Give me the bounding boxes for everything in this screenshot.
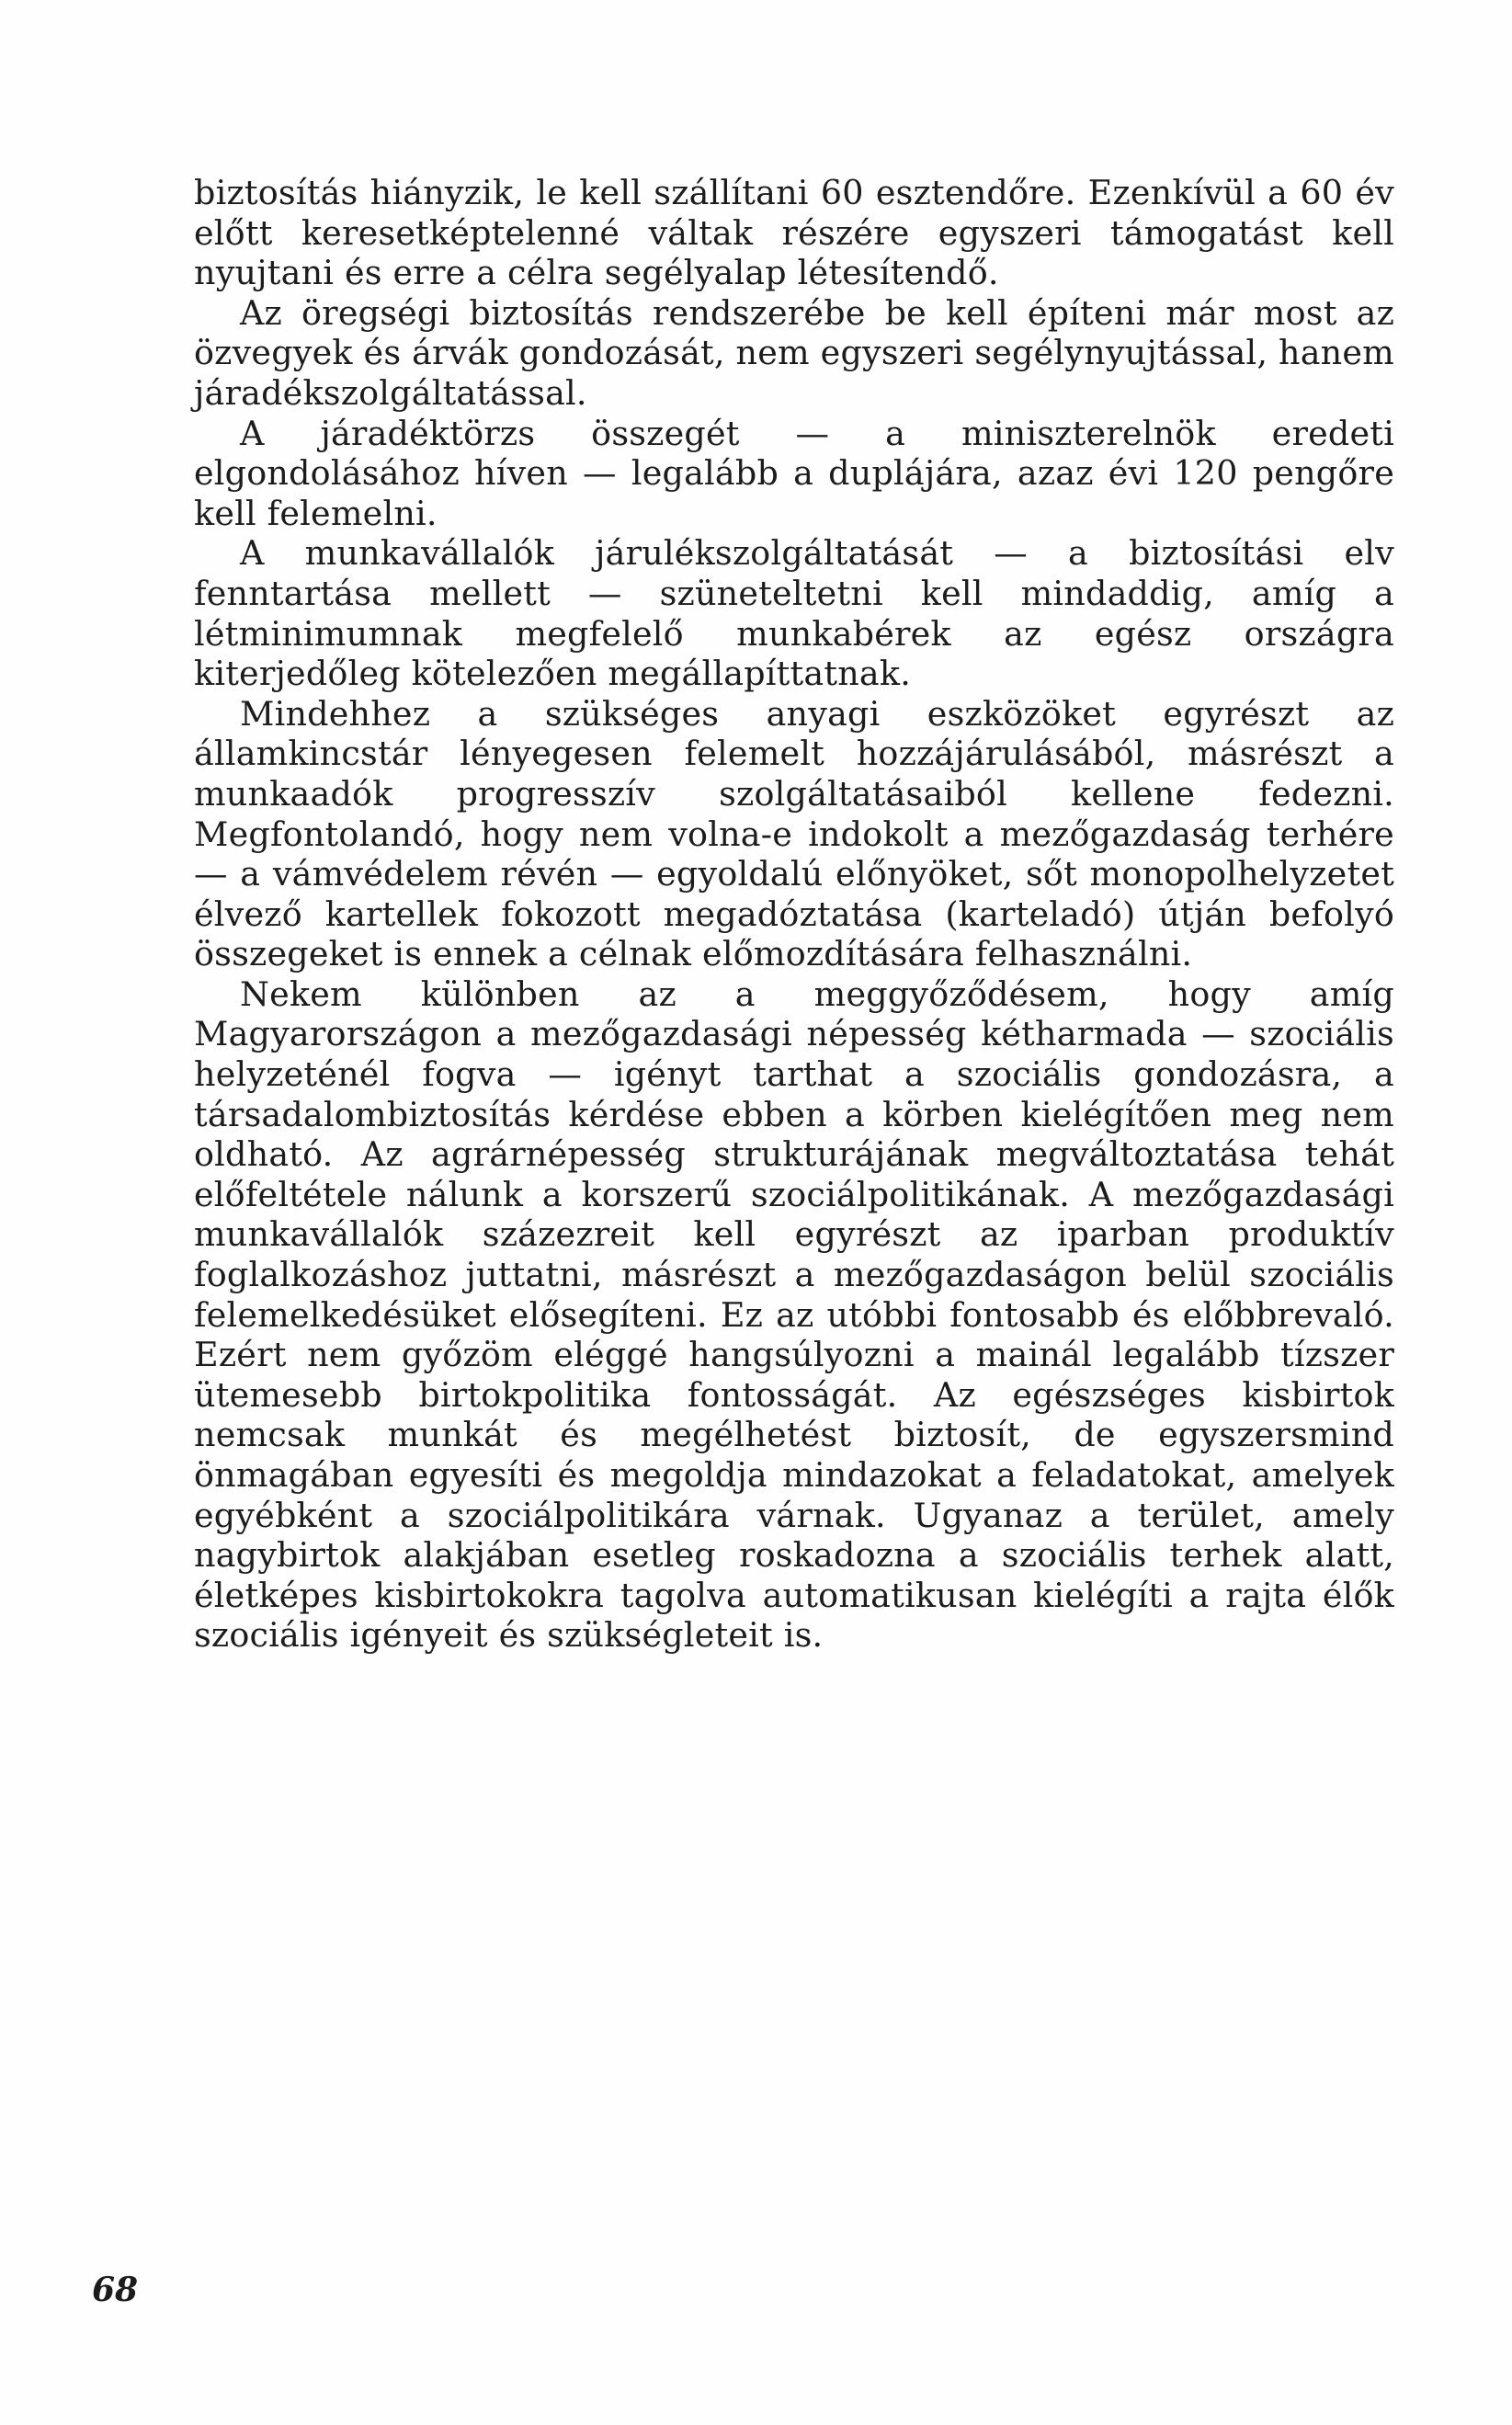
paragraph-continuation: biztosítás hiányzik, le kell szállítani 60 esztendőre. Ezenkívül a 60 év előtt keresetképtelenné váltak részére egyszeri támogatást kell nyujtani és erre a célra segélyalap létesítendő.: [194, 173, 1394, 293]
page-number: 68: [92, 2271, 139, 2309]
paragraph-old-age-insurance: Az öregségi biztosítás rendszerébe be kell építeni már most az özvegyek és árvák gondozását, nem egyszeri segélynyujtással, hanem járadékszolgáltatással.: [194, 292, 1394, 413]
paragraph-annuity-base: A járadéktörzs összegét — a miniszterelnök eredeti elgondolásához híven — legalább a duplájára, azaz évi 120 pengőre kell felemelni.: [194, 413, 1394, 533]
paragraph-funding: Mindehhez a szükséges anyagi eszközöket egyrészt az államkincstár lényegesen felemelt hozzájárulásából, másrészt a munkaadók progresszív szolgáltatásaiból kellene fedezni. Megfontolandó, hogy nem volna-e indokolt a mezőgazdaság terhére — a vámvédelem révén — egyoldalú előnyöket, sőt monopolhelyzetet élvező kartellek fokozott megadóztatása (karteladó) útján befolyó összegeket is ennek a célnak előmozdítására felhasználni.: [194, 693, 1394, 974]
paragraph-agrarian-policy: Nekem különben az a meggyőződésem, hogy amíg Magyarországon a mezőgazdasági népesség kétharmada — szociális helyzeténél fogva — igényt tarthat a szociális gondozásra, a társadalombiztosítás kérdése ebben a körben kielégítően meg nem oldható. Az agrárnépesség strukturájának megváltoztatása tehát előfeltétele nálunk a korszerű szociálpolitikának. A mezőgazdasági munkavállalók százezreit kell egyrészt az iparban produktív foglalkozáshoz juttatni, másrészt a mezőgazdaságon belül szociális felemelkedésüket elősegíteni. Ez az utóbbi fontosabb és előbbrevaló. Ezért nem győzöm eléggé hangsúlyozni a mainál legalább tízszer ütemesebb birtokpolitika fontosságát. Az egészséges kisbirtok nemcsak munkát és megélhetést biztosít, de egyszersmind önmagában egyesíti és megoldja mindazokat a feladatokat, amelyek egyébként a szociálpolitikára várnak. Ugyanaz a terület, amely nagybirtok alakjában esetleg roskadozna a szociális terhek alatt, életképes kisbirtokokra tagolva automatikusan kielégíti a rajta élők szociális igényeit és szükségleteit is.: [194, 973, 1394, 1656]
body-text: [194, 173, 1394, 1656]
paragraph-employee-contributions: A munkavállalók járulékszolgáltatását — a biztosítási elv fenntartása mellett — szüneteltetni kell mindaddig, amíg a létminimumnak megfelelő munkabérek az egész országra kiterjedőleg kötelezően megállapíttatnak.: [194, 533, 1394, 694]
